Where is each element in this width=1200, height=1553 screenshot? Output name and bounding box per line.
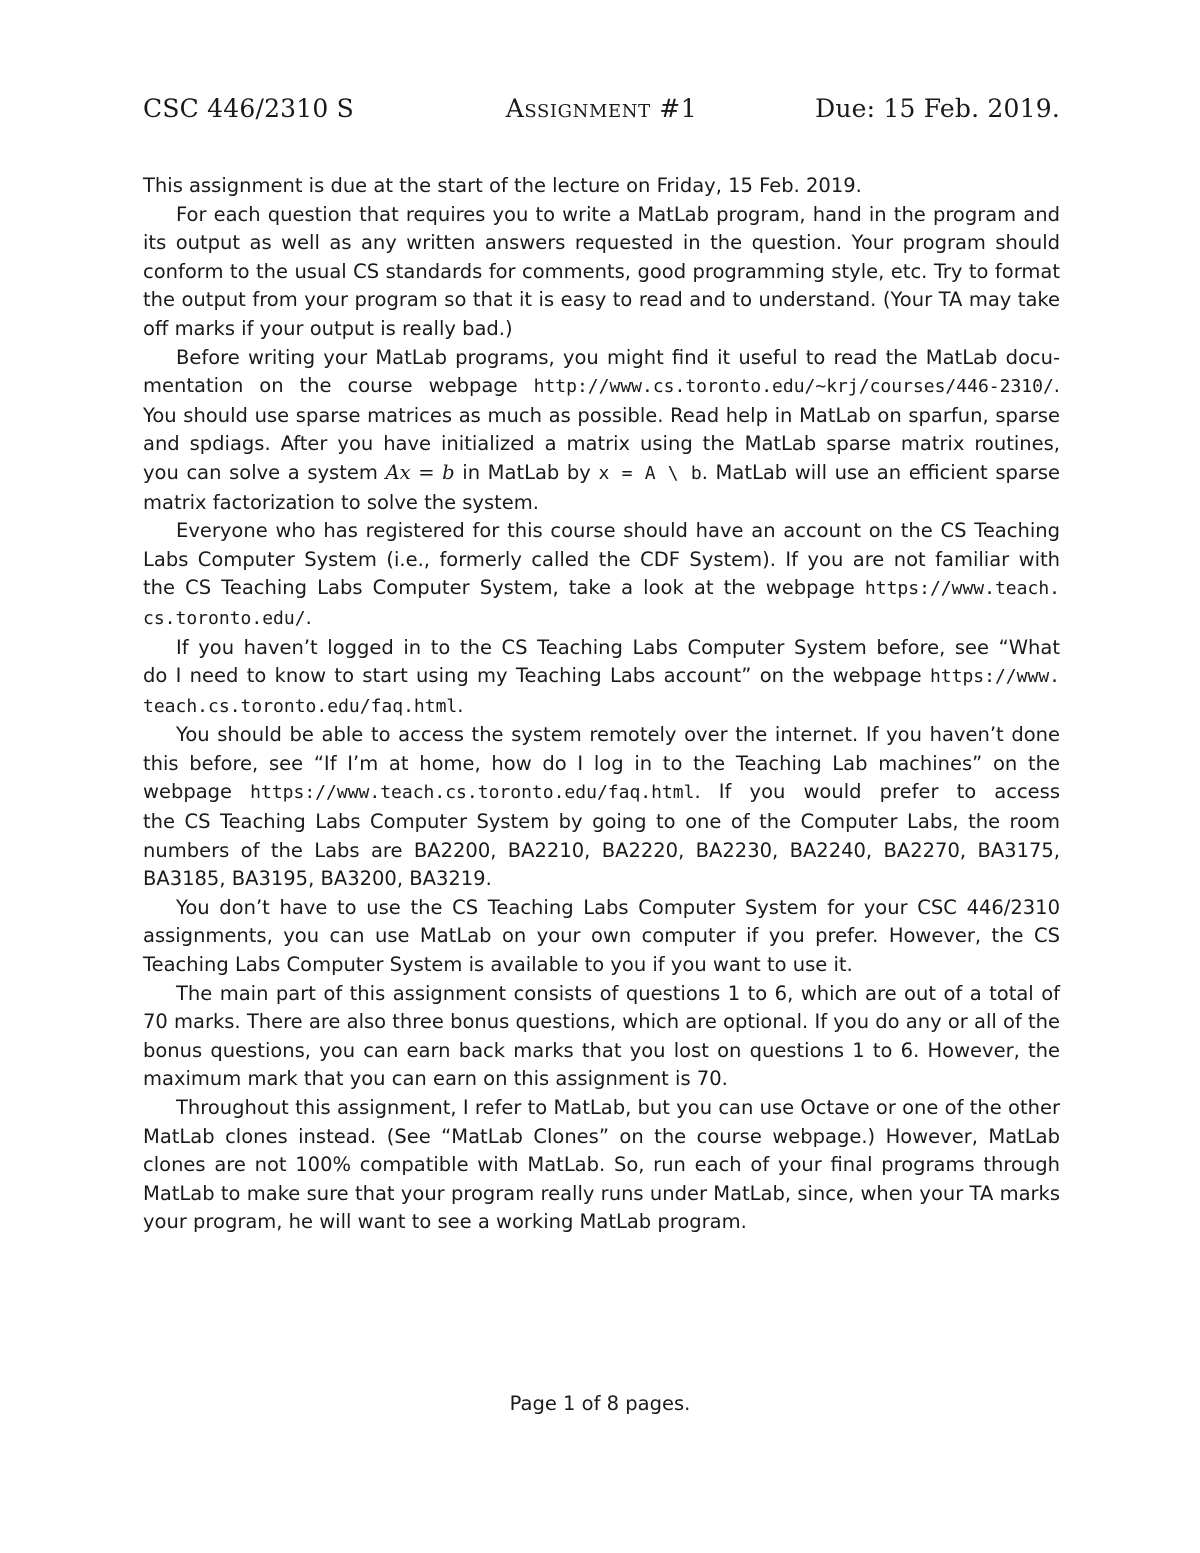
paragraph-marks: The main part of this assignment consists of questions 1 to 6, which are out of a total of 70 marks. There are also three bonus questions, which are optional. If you do any or all of the bonus questions, you can earn back marks that you lost on questions 1 to 6. However, the maximum mark that you can earn on this assignment is 70. (143, 981, 1060, 1091)
matlab-docs-line-2 (143, 372, 1060, 402)
faq-link[interactable]: https://www. (929, 666, 1060, 688)
text-fragment: do I need to know to start using my Teaching Labs account” on the webpage (143, 664, 930, 688)
course-code: CSC 446/2310 S (143, 94, 354, 123)
matlab-docs-line-1: Before writing your MatLab programs, you might find it useful to read the MatLab docu- (176, 345, 1060, 369)
matlab-docs-line-4: and spdiags. After you have initialized a matrix using the MatLab sparse matrix routines, (143, 432, 1060, 456)
assignment-title: Assignment #1 (505, 94, 698, 123)
text-fragment: you can solve a system (143, 460, 386, 484)
text-fragment: . (305, 605, 312, 629)
account-line-2: Labs Computer System (i.e., formerly called the CDF System). If you are not familiar with (143, 547, 1060, 571)
text-fragment: in MatLab by (454, 460, 599, 484)
assignment-instructions (143, 172, 1060, 1237)
text-fragment: mentation on the course webpage (143, 374, 534, 398)
remote-line-3 (143, 778, 1060, 808)
code-snippet: x = A \ b (598, 462, 702, 484)
math-expression: Ax = b (385, 460, 455, 484)
course-webpage-link[interactable]: http://www.cs.toronto.edu/~krj/courses/446-2310/ (533, 376, 1054, 398)
paragraph-own-computer: You don’t have to use the CS Teaching Labs Computer System for your CSC 446/2310 assignments, you can use MatLab on your own computer if you prefer. However, the CS Teaching Labs Computer System is available to you if you want to use it. (143, 895, 1060, 977)
remote-line-2: this before, see “If I’m at home, how do I log in to the Teaching Lab machines” on the (143, 751, 1060, 775)
paragraph-first-login (143, 634, 1060, 722)
matlab-docs-line-6: matrix factorization to solve the system. (143, 490, 539, 514)
paragraph-hand-in: For each question that requires you to write a MatLab program, hand in the program and its output as well as any written answers requested in the question. Your program should conform to the usual CS standards for comments, good programming style, etc. Try to format the output from your program so that it is easy to read and to understand. (Your TA may take off marks if your output is really bad.) (143, 202, 1060, 340)
page-header (143, 94, 1060, 134)
text-fragment: the CS Teaching Labs Computer System, take a look at the webpage (143, 576, 865, 600)
remote-line-5: numbers of the Labs are BA2200, BA2210, BA2220, BA2230, BA2240, BA2270, BA3175, (143, 838, 1060, 862)
text-fragment: . (1053, 374, 1060, 398)
matlab-docs-line-3: You should use sparse matrices as much as possible. Read help in MatLab on sparfun, sparse (143, 403, 1060, 427)
teach-webpage-link-continued[interactable]: cs.toronto.edu/ (143, 607, 306, 629)
paragraph-matlab-docs (143, 344, 1060, 518)
faq-link-continued[interactable]: teach.cs.toronto.edu/faq.html (143, 695, 458, 717)
text-fragment: . (457, 693, 464, 717)
paragraph-remote-access (143, 721, 1060, 894)
text-fragment: . MatLab will use an efficient sparse (701, 460, 1060, 484)
account-line-4 (143, 604, 1060, 634)
paragraph-due-notice: This assignment is due at the start of the lecture on Friday, 15 Feb. 2019. (143, 174, 862, 197)
remote-line-1: You should be able to access the system remotely over the internet. If you haven’t done (176, 723, 1060, 747)
faq-link-remote[interactable]: https://www.teach.cs.toronto.edu/faq.html (250, 782, 695, 804)
paragraph-matlab-clones: Throughout this assignment, I refer to MatLab, but you can use Octave or one of the other MatLab clones instead. (See “MatLab Clones” on the course webpage.) However, MatLab clones are not 100% compatible with MatLab. So, run each of your final programs through MatLab to make sure that your program really runs under MatLab, since, when your TA marks your program, he will want to see a working MatLab program. (143, 1096, 1060, 1234)
matlab-docs-line-5 (143, 459, 1060, 489)
page-number: Page 1 of 8 pages. (509, 1392, 691, 1415)
remote-line-4: the CS Teaching Labs Computer System by going to one of the Computer Labs, the room (143, 810, 1060, 834)
paragraph-account-info (143, 517, 1060, 633)
login-line-1: If you haven’t logged in to the CS Teaching Labs Computer System before, see “What (176, 635, 1060, 659)
login-line-2 (143, 662, 1060, 692)
account-line-1: Everyone who has registered for this course should have an account on the CS Teaching (176, 519, 1060, 543)
due-date: Due: 15 Feb. 2019. (815, 94, 1060, 123)
account-line-3 (143, 574, 1060, 604)
login-line-3 (143, 692, 1060, 722)
remote-line-6: BA3185, BA3195, BA3200, BA3219. (143, 867, 492, 891)
text-fragment: . If you would prefer to access (694, 780, 1060, 804)
text-fragment: webpage (143, 780, 251, 804)
teach-webpage-link[interactable]: https://www.teach. (864, 578, 1060, 600)
